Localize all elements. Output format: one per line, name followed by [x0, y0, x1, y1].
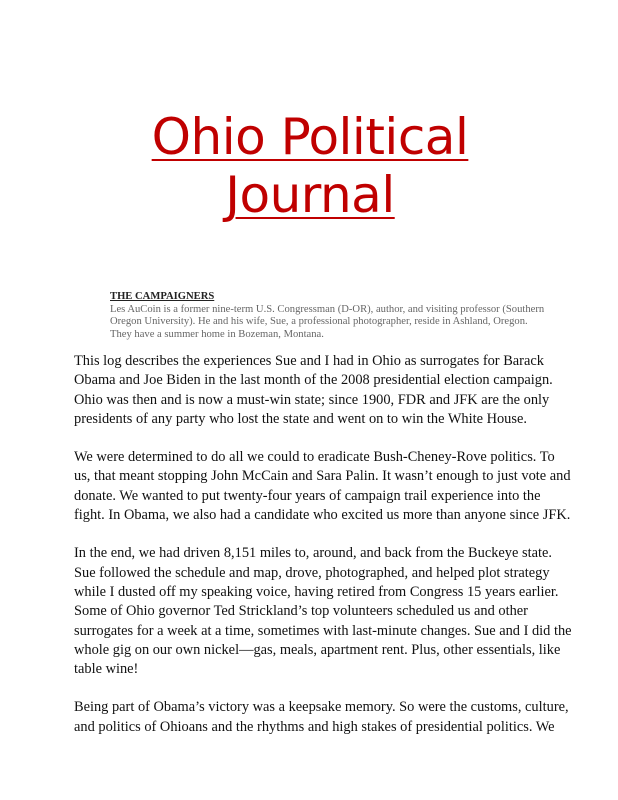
document-title — [100, 108, 520, 224]
paragraph-1: This log describes the experiences Sue and I had in Ohio as surrogates for Barack Obama and Joe Biden in the last month of the 2008 presidential election campaign. Ohio was then and is now a must-win state; since 1900, FDR and JFK are the only presidents of any party who lost the state and went on to win the White House. — [74, 353, 553, 427]
body-text — [74, 352, 574, 756]
title-line-1: Ohio Political — [151, 108, 469, 166]
campaigners-section — [110, 291, 550, 341]
campaigners-text: Les AuCoin is a former nine-term U.S. Congressman (D-OR), author, and visiting professor (Southern Oregon University). He and his wife, Sue, a professional photographer, reside in Ashland, Oregon. They have a summer home in Bozeman, Montana. — [110, 303, 545, 340]
title-line-2: Journal — [225, 166, 395, 224]
paragraph-2: We were determined to do all we could to eradicate Bush-Cheney-Rove politics. To us, that meant stopping John McCain and Sara Palin. It wasn’t enough to just vote and donate. We wanted to put twenty-four years of campaign trail experience into the fight. In Obama, we also had a candidate who excited us more than anyone since JFK. — [74, 449, 571, 524]
campaigners-heading: THE CAMPAIGNERS — [110, 291, 215, 302]
paragraph-3: In the end, we had driven 8,151 miles to, around, and back from the Buckeye state. Sue followed the schedule and map, drove, photographed, and helped plot strategy while I dusted off my speaking voice, having retired from Congress 15 years earlier. Some of Ohio governor Ted Strickland’s top volunteers scheduled us and other surrogates for a week at a time, sometimes with last-minute changes. Sue and I did the whole gig on our own nickel—gas, meals, apartment rent. Plus, other essentials, like table wine! — [74, 545, 572, 678]
paragraph-4: Being part of Obama’s victory was a keepsake memory. So were the customs, culture, and politics of Ohioans and the rhythms and high stakes of presidential politics. We — [74, 699, 569, 735]
